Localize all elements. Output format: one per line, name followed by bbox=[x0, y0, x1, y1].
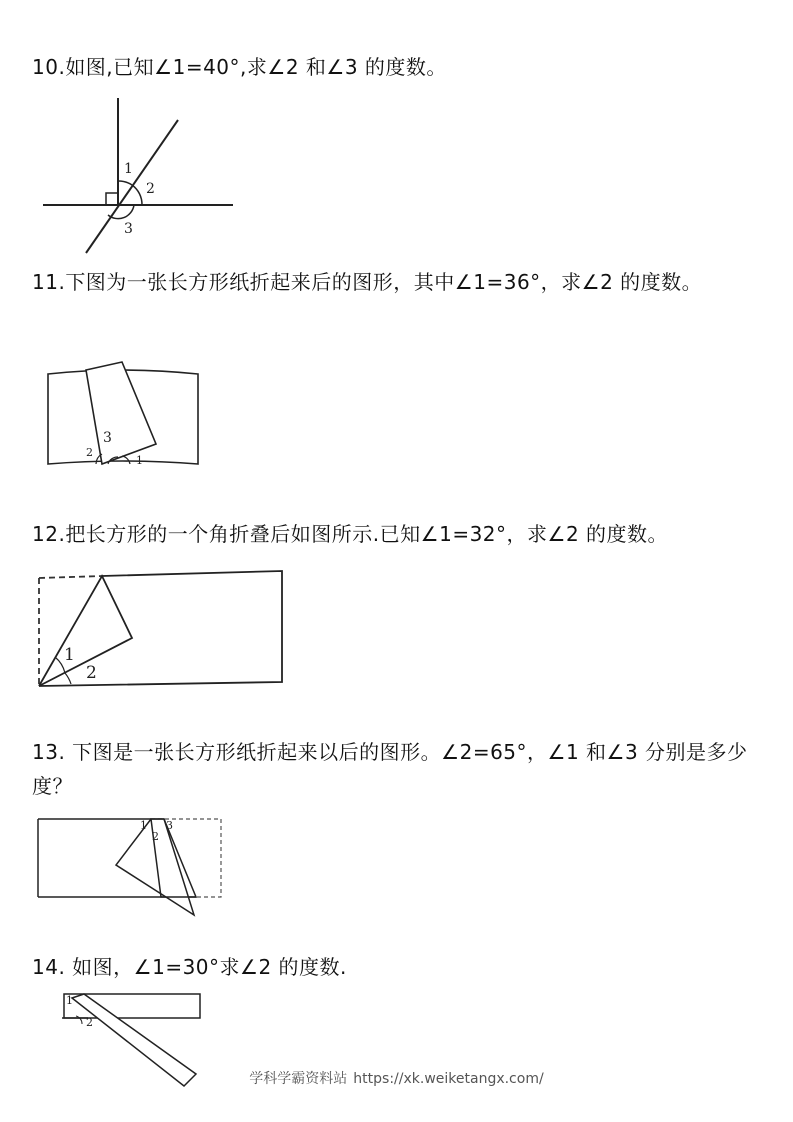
angle-label-2: 2 bbox=[86, 663, 97, 683]
figure-q13-folded-strip bbox=[36, 815, 231, 923]
figure-q10-intersecting-lines bbox=[40, 95, 240, 255]
question-11 bbox=[32, 265, 762, 299]
angle-label-1: 1 bbox=[140, 819, 147, 832]
question-number: 13. bbox=[32, 740, 66, 764]
angle-label-2: 2 bbox=[152, 830, 159, 843]
angle-label-2: 2 bbox=[86, 446, 93, 459]
question-number: 12. bbox=[32, 522, 66, 546]
question-text: 把长方形的一个角折叠后如图所示.已知∠1=32°，求∠2 的度数。 bbox=[65, 522, 669, 546]
figure-q11-folded-rectangle bbox=[44, 360, 204, 470]
question-text: 下图为一张长方形纸折起来后的图形，其中∠1=36°，求∠2 的度数。 bbox=[65, 270, 703, 294]
question-number: 11. bbox=[32, 270, 66, 294]
angle-label-3: 3 bbox=[124, 221, 133, 237]
angle-label-2: 2 bbox=[86, 1016, 93, 1029]
angle-label-1: 1 bbox=[124, 161, 133, 177]
figure-q12-folded-corner bbox=[34, 566, 289, 691]
question-12 bbox=[32, 517, 762, 551]
angle-label-3: 3 bbox=[166, 819, 173, 832]
question-text: 下图是一张长方形纸折起来以后的图形。∠2=65°，∠1 和∠3 分别是多少度？ bbox=[32, 740, 748, 798]
question-number: 14. bbox=[32, 955, 66, 979]
footer-site-name: 学科学霸资料站 bbox=[249, 1071, 348, 1087]
question-10 bbox=[32, 50, 762, 84]
page-footer bbox=[0, 1068, 793, 1088]
angle-label-1: 1 bbox=[66, 994, 73, 1007]
angle-label-2: 2 bbox=[146, 181, 155, 197]
question-text: 如图,已知∠1=40°,求∠2 和∠3 的度数。 bbox=[65, 55, 447, 79]
question-14 bbox=[32, 950, 762, 984]
footer-url: https://xk.weiketangx.com/ bbox=[353, 1071, 544, 1087]
angle-label-1: 1 bbox=[136, 454, 143, 467]
angle-label-3: 3 bbox=[103, 430, 112, 446]
angle-label-1: 1 bbox=[64, 645, 75, 665]
question-13 bbox=[32, 735, 762, 803]
question-text: 如图，∠1=30°求∠2 的度数. bbox=[65, 955, 347, 979]
question-number: 10. bbox=[32, 55, 66, 79]
